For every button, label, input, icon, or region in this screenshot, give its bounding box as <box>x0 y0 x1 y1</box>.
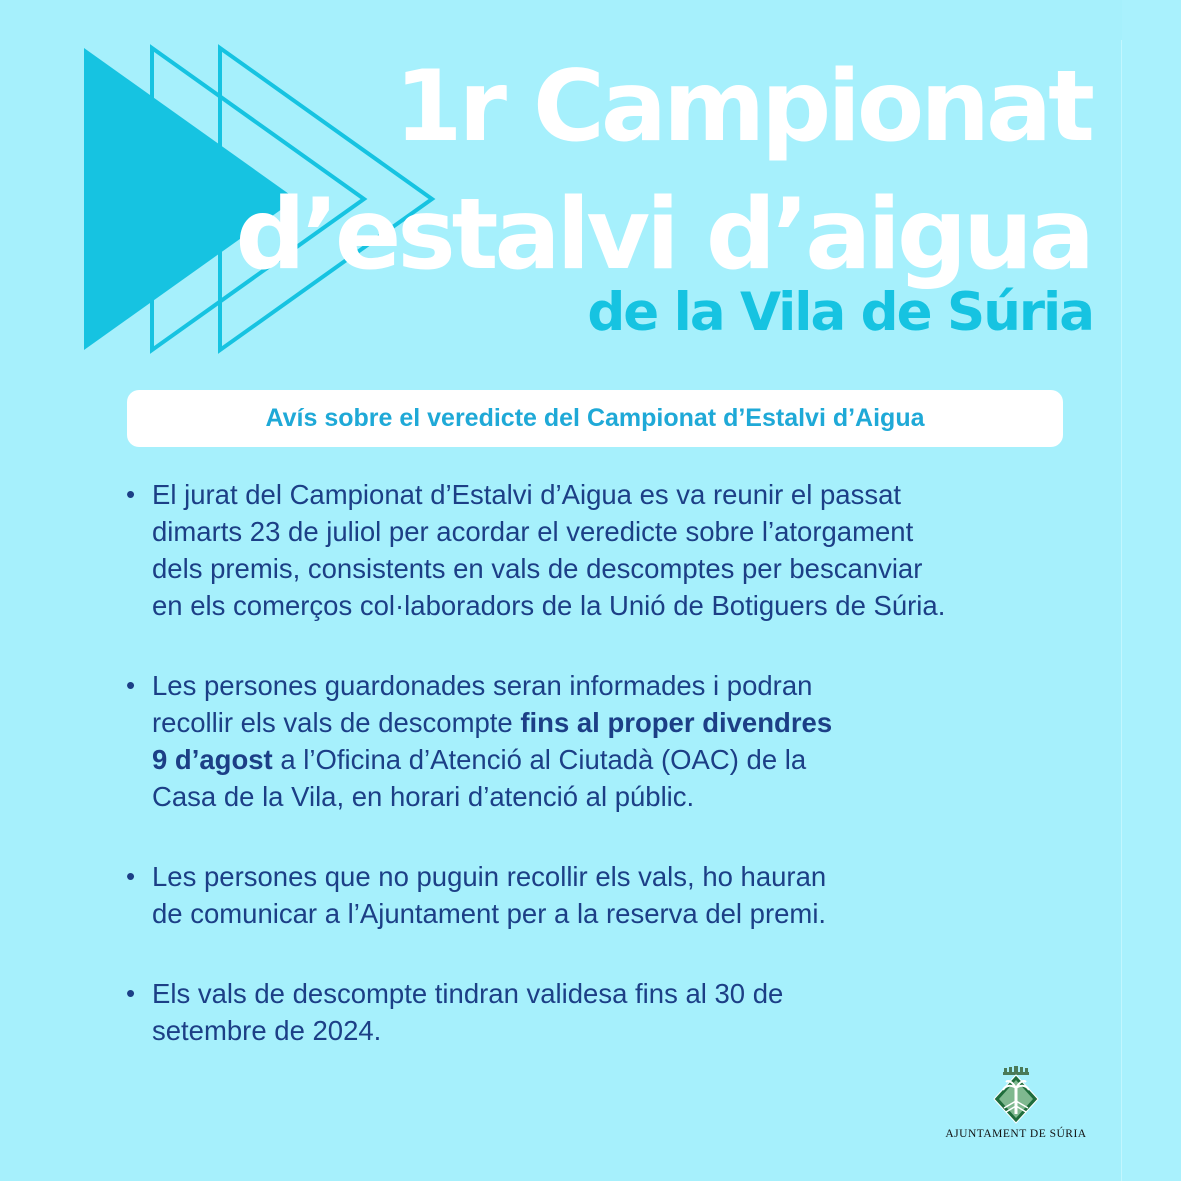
page-title-line-1: 1r Campionat <box>394 50 1091 164</box>
page-subtitle: de la Vila de Súria <box>587 282 1093 343</box>
right-edge-line <box>1121 40 1122 1181</box>
list-item-jury <box>126 476 1106 624</box>
bullet-line <box>152 704 1106 741</box>
page-title-line-2: d’estalvi d’aigua <box>235 178 1091 292</box>
bullet-line: Els vals de descompte tindran validesa fins al 30 de <box>152 978 784 1009</box>
coat-of-arms-icon <box>992 1066 1040 1126</box>
bullet-line <box>152 741 1106 778</box>
notice-title: Avís sobre el veredicte del Campionat d’Estalvi d’Aigua <box>265 404 925 432</box>
bullet-text: recollir els vals de descompte <box>152 707 521 738</box>
right-edge-strip <box>1122 0 1181 1181</box>
bullet-text: a l’Oficina d’Atenció al Ciutadà (OAC) de la <box>272 744 807 775</box>
bullet-line: en els comerços col·laboradors de la Unió de Botiguers de Súria. <box>152 590 946 621</box>
bullet-line: dimarts 23 de juliol per acordar el veredicte sobre l’atorgament <box>152 516 914 547</box>
bullet-list <box>126 476 1106 1092</box>
bullet-icon: • <box>126 861 136 891</box>
bullet-line: El jurat del Campionat d’Estalvi d’Aigua es va reunir el passat <box>152 479 901 510</box>
logo-text: AJUNTAMENT DE SÚRIA <box>945 1128 1087 1140</box>
bullet-line: Les persones que no puguin recollir els vals, ho hauran <box>152 861 827 892</box>
bullet-icon: • <box>126 479 136 509</box>
deadline-text: fins al proper divendres <box>520 707 833 738</box>
town-hall-logo <box>940 1066 1092 1146</box>
list-item-reservation <box>126 858 1106 932</box>
bullet-icon: • <box>126 670 136 700</box>
list-item-validity <box>126 975 1106 1049</box>
bullet-line: dels premis, consistents en vals de descomptes per bescanviar <box>152 553 923 584</box>
bullet-line: Casa de la Vila, en horari d’atenció al públic. <box>152 781 695 812</box>
bullet-line: Les persones guardonades seran informades i podran <box>152 670 813 701</box>
notice-banner <box>127 390 1063 447</box>
bullet-line: de comunicar a l’Ajuntament per a la reserva del premi. <box>152 898 827 929</box>
bullet-line: setembre de 2024. <box>152 1015 382 1046</box>
bullet-icon: • <box>126 978 136 1008</box>
list-item-collection <box>126 667 1106 815</box>
deadline-date: 9 d’agost <box>152 744 273 775</box>
